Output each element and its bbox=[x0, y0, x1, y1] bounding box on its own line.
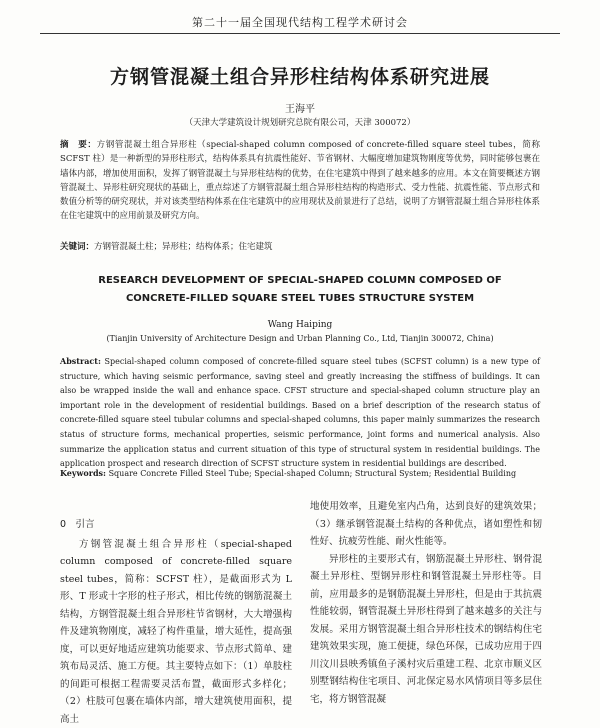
intro-paragraph-2: 异形柱的主要形式有，钢筋混凝土异形柱、钢骨混凝土异形柱、型钢异形柱和钢管混凝土异形柱等。目前，应用最多的是钢筋混凝土异形柱，但是由于其抗震性能较弱，钢管混凝土异形柱得到了越来越多的关注与发展。采用方钢管混凝土组合异形柱技术的钢结构住宅建筑效果实现，施工便捷，绿色环保，已成功应用于四川汶川县映秀镇鱼子溪村灾后重建工程、北京市顺义区别墅钢结构住宅项目、河北保定易水风情项目等多层住宅，将方钢管混凝 bbox=[310, 551, 542, 709]
affiliation-en: (Tianjin University of Architecture Design and Urban Planning Co., Ltd, Tianjin 300072, China) bbox=[0, 334, 600, 343]
keywords-en bbox=[60, 468, 540, 478]
author-en: Wang Haiping bbox=[0, 320, 600, 330]
running-header: 第二十一届全国现代结构工程学术研讨会 bbox=[40, 14, 560, 34]
keywords-cn-label: 关键词： bbox=[60, 242, 94, 252]
intro-paragraph-1: 方钢管混凝土组合异形柱（special-shaped column composed of concrete-filled square steel tubes，简称：SCFST 柱），是截面形式为 L 形、T 形或十字形的柱子形式，相比传统的钢筋混凝土结构，方钢管混凝土组合异形柱节省钢材，大大增强构件及建筑物刚度，减轻了构件重量，增大延性，提高强度，可以更好地适应建筑功能要求、节点形式简单、建筑布局灵活、施工方便。其主要特点如下：（1）单肢柱的间距可根据工程需要灵活布置，截面形式多样化；（2）柱肢可包裹在墙体内部，增大建筑使用面积，提高土 bbox=[60, 536, 292, 728]
abstract-cn-label: 摘 要： bbox=[60, 140, 97, 150]
keywords-cn bbox=[60, 240, 540, 252]
abstract-en-text: Special-shaped column composed of concrete-filled square steel tubes (SCFST column) is a new type of structure, which having seismic performance, saving steel and greatly increasing the stiffness of buildings. It can also be wrapped inside the wall and enhance space. CFST structure and special-shaped column structure play an important role in the development of residential buildings. Based on a brief description of the research status of concrete-filled square steel tubular columns and special-shaped columns, this paper mainly summarizes the research status of structure forms, mechanical properties, seismic performance, joint forms and numerical analysis. Also summarize the application status and current situation of this type of structural system in residential buildings. The application prospect and research direction of SCFST structure system in residential buildings are described. bbox=[60, 357, 540, 468]
paper-title-cn: 方钢管混凝土组合异形柱结构体系研究进展 bbox=[0, 62, 600, 89]
paper-title-en: RESEARCH DEVELOPMENT OF SPECIAL-SHAPED COLUMN COMPOSED OF CONCRETE-FILLED SQUARE STEEL TUBES STRUCTURE SYSTEM bbox=[70, 272, 530, 308]
keywords-en-label: Keywords: bbox=[60, 468, 106, 478]
section-heading-intro: 0 引言 bbox=[60, 516, 292, 534]
body-column-left bbox=[60, 498, 292, 728]
abstract-cn bbox=[60, 138, 540, 224]
abstract-en bbox=[60, 354, 540, 472]
author-cn: 王海平 bbox=[0, 100, 600, 115]
abstract-cn-text: 方钢管混凝土组合异形柱（special-shaped column composed of concrete-filled square steel tubes，简称SCFST 柱）是一种新型的异形柱形式，结构体系具有抗震性能好、节省钢材、大幅度增加建筑物刚度等优势，同时能够包裹在墙体内部，增加使用面积，发挥了钢管混凝土与异形柱结构的优势，在住宅建筑中得到了越来越多的应用。本文在简要概述方钢管混凝土、异形柱研究现状的基础上，重点综述了方钢管混凝土组合异形柱结构的构造形式、受力性能、抗震性能、节点形式和数值分析等的研究现状，并对该类型结构体系在住宅建筑中的应用现状及前景进行了总结，说明了方钢管混凝土组合异形柱体系在住宅建筑中的应用前景及研究方向。 bbox=[60, 140, 540, 221]
keywords-en-text: Square Concrete Filled Steel Tube; Special-shaped Column; Structural System; Residential Building bbox=[109, 469, 517, 478]
keywords-cn-text: 方钢管混凝土柱；异形柱；结构体系；住宅建筑 bbox=[94, 242, 273, 252]
abstract-en-label: Abstract: bbox=[60, 356, 101, 366]
intro-paragraph-1-cont: 地使用效率，且避免室内凸角，达到良好的建筑效果；（3）继承钢管混凝土结构的各种优点，诸如塑性和韧性好、抗疲劳性能、耐火性能等。 bbox=[310, 498, 542, 551]
affiliation-cn: （天津大学建筑设计规划研究总院有限公司，天津 300072） bbox=[0, 116, 600, 128]
body-column-right bbox=[310, 498, 542, 708]
